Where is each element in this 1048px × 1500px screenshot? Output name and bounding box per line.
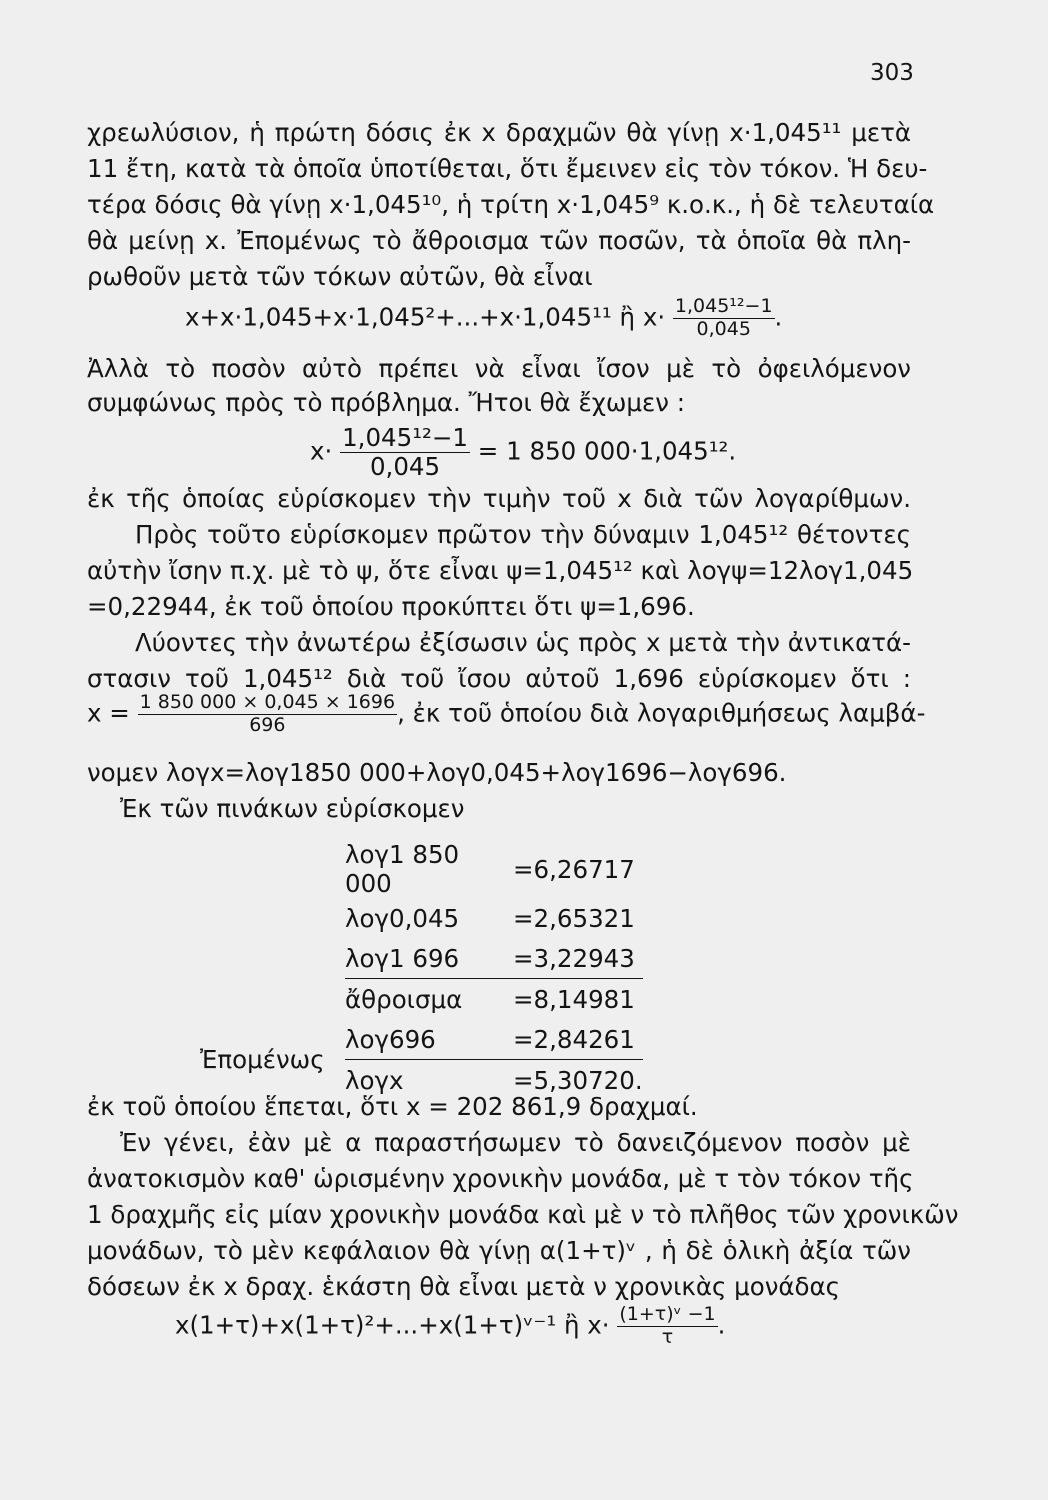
para4-line-1: νομεν λογx=λογ1850 000+λογ0,045+λογ1696−λογ696.: [87, 758, 787, 787]
log-value: =2,65321: [513, 903, 635, 933]
equation-solution: [87, 691, 926, 737]
equation-main-fraction: [340, 424, 470, 481]
para5-line-3: ἀνατοκισμὸν καθ' ὡρισμένην χρονικὴν μονάδα, μὲ τ τὸν τόκον τῆς: [87, 1164, 914, 1193]
equation-sum-tail: .: [774, 302, 783, 332]
log-row: [345, 979, 643, 1020]
para3-line-3: αὐτὴν ἴσην π.χ. μὲ τὸ ψ, ὅτε εἶναι ψ=1,045¹² καὶ λογψ=12λογ1,045: [87, 556, 914, 585]
equation-solution-lhs: x =: [87, 698, 130, 728]
para3-line-5: Λύοντες τὴν ἀνωτέρω ἐξίσωσιν ὡς πρὸς x μετὰ τὴν ἀντικατά-: [135, 628, 911, 657]
para1-line-5: ρωθοῦν μετὰ τῶν τόκων αὐτῶν, θὰ εἶναι: [87, 262, 593, 291]
para5-line-5: μονάδων, τὸ μὲν κεφάλαιον θὰ γίνῃ α(1+τ)ᵛ , ἡ δὲ ὁλικὴ ἀξία τῶν: [87, 1236, 911, 1265]
para2-line-2: συμφώνως πρὸς τὸ πρόβλημα. Ἤτοι θὰ ἔχωμεν :: [87, 388, 685, 417]
log-value: =8,14981: [513, 984, 635, 1014]
log-label: λογx: [345, 1065, 404, 1095]
equation-general: [175, 1304, 725, 1349]
para1-line-1: χρεωλύσιον, ἡ πρώτη δόσις ἐκ x δραχμῶν θὰ γίνῃ x·1,045¹¹ μετὰ: [87, 118, 911, 147]
log-row: [345, 898, 643, 938]
log-value: =3,22943: [513, 938, 643, 979]
log-label: λογ1 850 000: [345, 840, 460, 898]
para1-line-3: τέρα δόσις θὰ γίνῃ x·1,045¹⁰, ἡ τρίτη x·1,045⁹ κ.ο.κ., ἡ δὲ τελευταία: [87, 190, 935, 219]
equation-solution-fraction: [138, 692, 397, 737]
log-row: [345, 938, 643, 979]
para3-line-2: Πρὸς τοῦτο εὑρίσκομεν πρῶτον τὴν δύναμιν 1,045¹² θέτοντες: [135, 520, 911, 549]
fraction-numerator: 1 850 000 × 0,045 × 1696: [139, 691, 396, 713]
logarithm-table: [345, 840, 643, 1100]
fraction-denominator: 0,045: [369, 452, 441, 482]
log-row: [345, 1019, 643, 1060]
equation-general-tail: .: [717, 1310, 726, 1340]
fraction-numerator: 1,045¹²−1: [342, 423, 468, 452]
para1-line-4: θὰ μείνῃ x. Ἐπομένως τὸ ἄθροισμα τῶν ποσῶν, τὰ ὁποῖα θὰ πλη-: [87, 226, 911, 255]
log-value: =2,84261: [513, 1019, 643, 1060]
page-number: 303: [870, 60, 914, 86]
para4-line-2: Ἐκ τῶν πινάκων εὑρίσκομεν: [120, 794, 465, 823]
para3-line-1: ἐκ τῆς ὁποίας εὑρίσκομεν τὴν τιμὴν τοῦ x διὰ τῶν λογαρίθμων.: [87, 484, 911, 513]
equation-main-lhs: x·: [310, 436, 333, 466]
log-value: =5,30720.: [513, 1065, 643, 1095]
fraction-denominator: τ: [661, 1325, 674, 1348]
para5-line-4: 1 δραχμῆς εἰς μίαν χρονικὴν μονάδα καὶ μὲ ν τὸ πλῆθος τῶν χρονικῶν: [87, 1200, 959, 1229]
log-row: [345, 840, 643, 898]
therefore-label: Ἐπομένως: [200, 1045, 325, 1074]
equation-main: [310, 424, 736, 481]
fraction-denominator: 696: [249, 713, 286, 736]
equation-general-lhs: x(1+τ)+x(1+τ)²+...+x(1+τ)ᵛ⁻¹ ἢ x·: [175, 1310, 610, 1340]
fraction-denominator: 0,045: [696, 317, 751, 340]
para5-line-1: ἐκ τοῦ ὁποίου ἕπεται, ὅτι x = 202 861,9 δραχμαί.: [87, 1092, 698, 1121]
fraction-numerator: 1,045¹²−1: [674, 295, 773, 317]
log-label: ἄθροισμα: [345, 984, 463, 1014]
log-label: λογ0,045: [345, 903, 460, 933]
equation-sum-fraction: [673, 296, 775, 341]
log-label: λογ696: [345, 1019, 513, 1060]
equation-sum: [185, 296, 782, 341]
equation-sum-lhs: x+x·1,045+x·1,045²+...+x·1,045¹¹ ἢ x·: [185, 302, 666, 332]
para3-line-4: =0,22944, ἐκ τοῦ ὁποίου προκύπτει ὅτι ψ=1,696.: [87, 592, 695, 621]
log-value: =6,26717: [513, 854, 635, 884]
para3-line-6: στασιν τοῦ 1,045¹² διὰ τοῦ ἴσου αὐτοῦ 1,696 εὑρίσκομεν ὅτι :: [87, 664, 911, 693]
equation-general-fraction: [617, 1304, 717, 1349]
para1-line-2: 11 ἔτη, κατὰ τὰ ὁποῖα ὑποτίθεται, ὅτι ἔμεινεν εἰς τὸν τόκον. Ἡ δευ-: [87, 154, 928, 183]
para5-line-6: δόσεων ἐκ x δραχ. ἑκάστη θὰ εἶναι μετὰ ν χρονικὰς μονάδας: [87, 1272, 841, 1301]
log-label: λογ1 696: [345, 938, 513, 979]
equation-main-rhs: = 1 850 000·1,045¹².: [477, 436, 737, 466]
fraction-numerator: (1+τ)ᵛ −1: [619, 1303, 716, 1325]
equation-solution-rhs: , ἐκ τοῦ ὁποίου διὰ λογαριθμήσεως λαμβά-: [397, 698, 926, 728]
para5-line-2: Ἐν γένει, ἐὰν μὲ α παραστήσωμεν τὸ δανειζόμενον ποσὸν μὲ: [120, 1128, 911, 1157]
para2-line-1: Ἀλλὰ τὸ ποσὸν αὐτὸ πρέπει νὰ εἶναι ἴσον μὲ τὸ ὀφειλόμενον: [87, 354, 911, 383]
